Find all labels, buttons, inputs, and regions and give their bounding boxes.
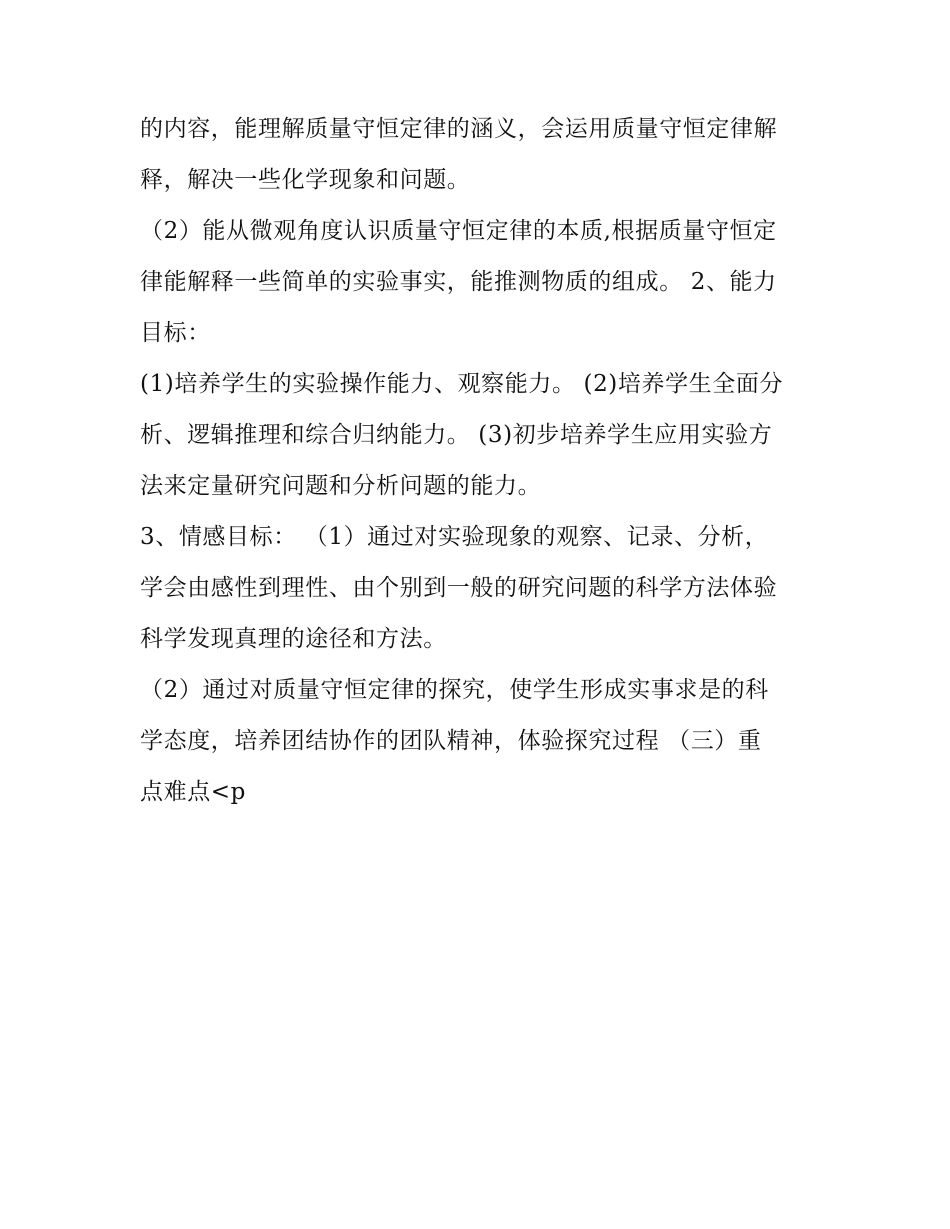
- text-line: 点难点<p: [140, 779, 246, 805]
- text-line: (1)培养学生的实验操作能力、观察能力。 (2)培养学生全面分: [140, 371, 784, 397]
- text-line: 目标：: [140, 320, 211, 346]
- text-line: （2）能从微观角度认识质量守恒定律的本质,根据质量守恒定: [140, 218, 777, 244]
- text-line: 律能解释一些简单的实验事实，能推测物质的组成。 2、能力: [140, 269, 777, 295]
- text-line: 释，解决一些化学现象和问题。: [140, 167, 471, 193]
- text-line: 析、逻辑推理和综合归纳能力。 (3)初步培养学生应用实验方: [140, 422, 773, 448]
- text-line: 法来定量研究问题和分析问题的能力。: [140, 473, 542, 499]
- text-line: 科学发现真理的途径和方法。: [140, 626, 447, 652]
- text-line: 学态度，培养团结协作的团队精神，体验探究过程 （三）重: [140, 728, 762, 754]
- text-line: 3、情感目标： （1）通过对实验现象的观察、记录、分析，: [140, 524, 769, 550]
- text-line: （2）通过对质量守恒定律的探究，使学生形成实事求是的科: [140, 677, 769, 703]
- document-body: [140, 104, 820, 818]
- text-line: 学会由感性到理性、由个别到一般的研究问题的科学方法体验: [140, 575, 778, 601]
- text-line: 的内容，能理解质量守恒定律的涵义，会运用质量守恒定律解: [140, 116, 778, 142]
